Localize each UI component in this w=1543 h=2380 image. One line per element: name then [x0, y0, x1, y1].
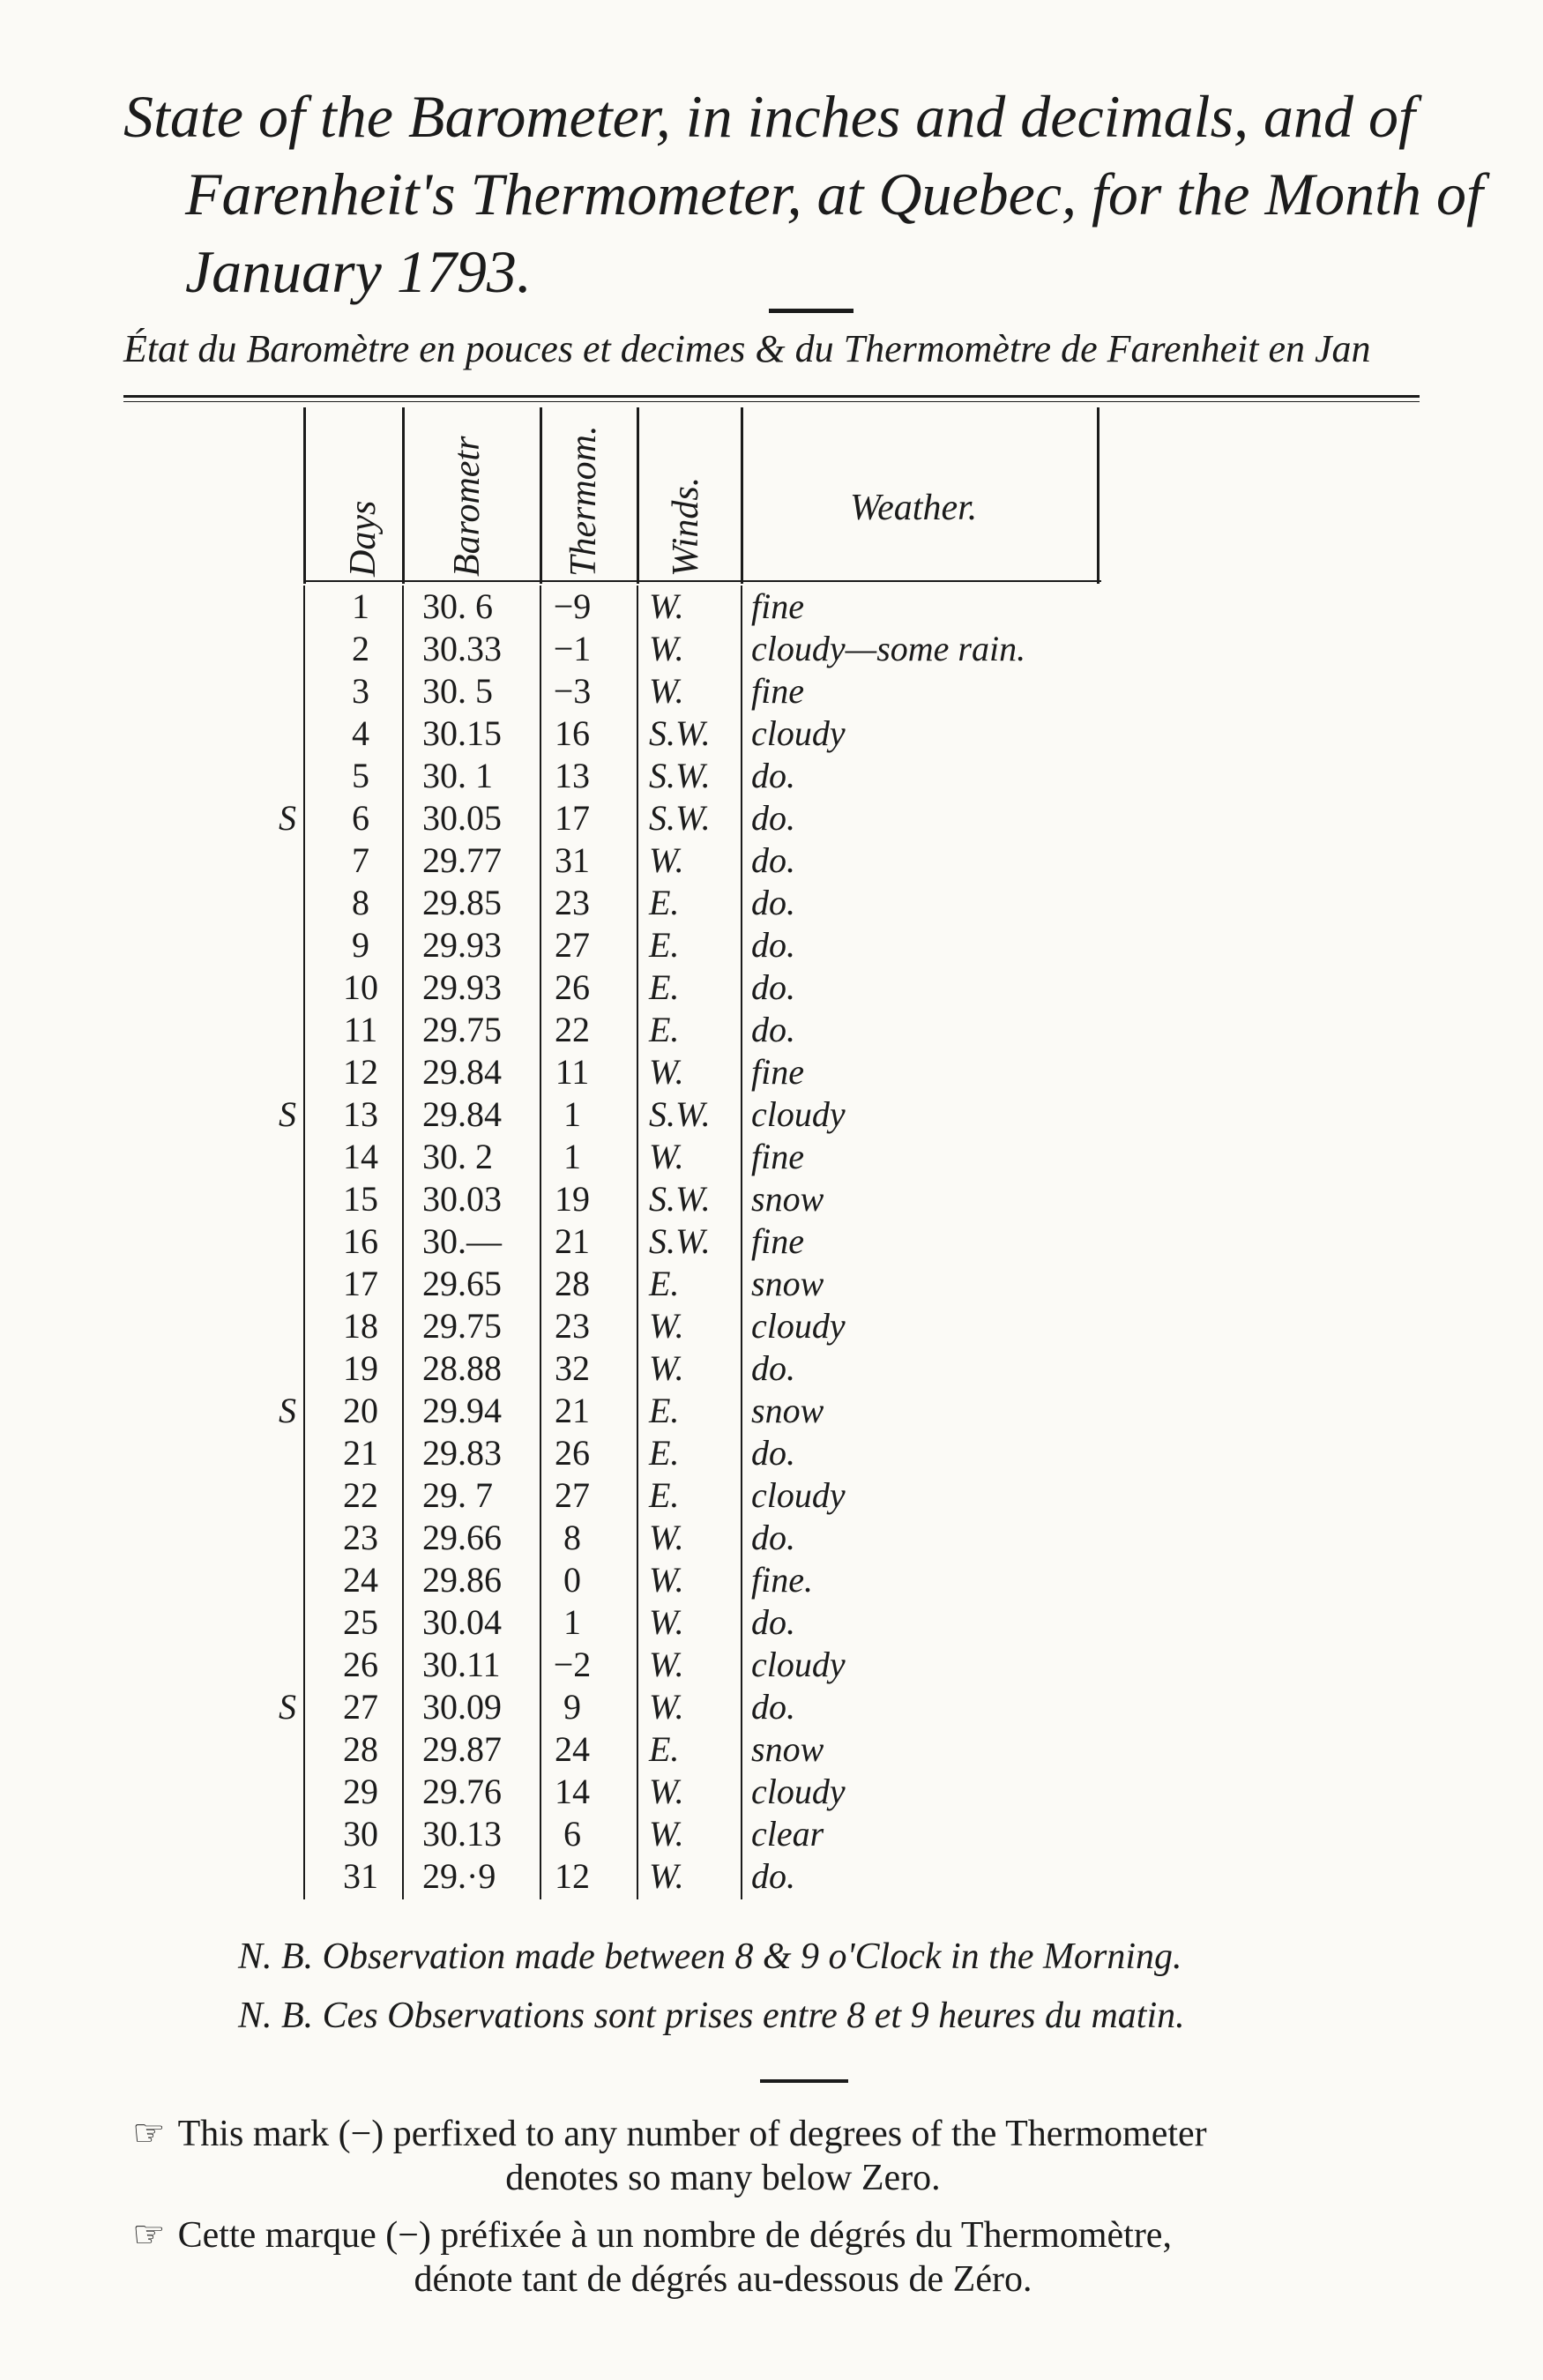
wind-cell: E. — [649, 1729, 680, 1769]
header-rule — [123, 395, 1420, 398]
thermometer-cell: 12 — [555, 1856, 590, 1896]
thermometer-cell: 24 — [555, 1729, 590, 1769]
day-cell: 18 — [343, 1306, 378, 1346]
barometer-cell: 30.— — [422, 1221, 502, 1261]
wind-cell: E. — [649, 1391, 680, 1430]
wind-cell: W. — [649, 1645, 684, 1684]
weather-cell: snow — [751, 1264, 824, 1303]
barometer-cell: 29.94 — [422, 1391, 502, 1430]
barometer-cell: 30.11 — [422, 1645, 501, 1684]
thermometer-cell: −9 — [553, 586, 592, 626]
table-row — [303, 1474, 1097, 1517]
weather-cell: do. — [751, 1348, 795, 1388]
table-row — [303, 1855, 1097, 1898]
weather-cell: fine — [751, 671, 804, 711]
day-cell: 7 — [352, 840, 369, 880]
weather-cell: cloudy — [751, 1645, 846, 1684]
weather-cell: fine. — [751, 1560, 813, 1600]
table-row — [303, 1178, 1097, 1220]
thermometer-cell: 26 — [555, 967, 590, 1007]
wind-cell: S.W. — [649, 798, 711, 838]
table-row — [303, 1559, 1097, 1601]
wind-cell: W. — [649, 840, 684, 880]
weather-cell: fine — [751, 1221, 804, 1261]
table-row — [303, 586, 1097, 628]
wind-cell: S.W. — [649, 1094, 711, 1134]
thermometer-cell: 1 — [563, 1602, 581, 1642]
weather-cell: cloudy — [751, 713, 846, 753]
barometer-cell: 30. 6 — [422, 586, 493, 626]
weather-cell: do. — [751, 1518, 795, 1557]
column-divider — [1097, 407, 1099, 584]
wind-cell: W. — [649, 1772, 684, 1811]
thermometer-cell: −2 — [553, 1645, 592, 1684]
thermometer-cell: 27 — [555, 925, 590, 965]
mark-note-line: This mark (−) perfixed to any number of degrees of the Thermometer — [177, 2114, 1207, 2154]
table-row — [303, 1432, 1097, 1474]
table-header — [303, 407, 1097, 584]
wind-cell: W. — [649, 1814, 684, 1854]
wind-cell: E. — [649, 925, 680, 965]
day-cell: 30 — [343, 1814, 378, 1854]
mark-note-line: dénote tant de dégrés au-dessous de Zéro. — [414, 2259, 1032, 2300]
barometer-cell: 29.76 — [422, 1772, 502, 1811]
column-divider — [303, 407, 306, 584]
wind-cell: S.W. — [649, 1221, 711, 1261]
weather-cell: do. — [751, 1856, 795, 1896]
thermometer-cell: 23 — [555, 883, 590, 922]
barometer-cell: 30.15 — [422, 713, 502, 753]
day-cell: 13 — [343, 1094, 378, 1134]
barometer-cell: 29.85 — [422, 883, 502, 922]
barometer-cell: 30.13 — [422, 1814, 502, 1854]
wind-cell: E. — [649, 1010, 680, 1049]
day-cell: 10 — [343, 967, 378, 1007]
weather-cell: fine — [751, 586, 804, 626]
wind-cell: W. — [649, 1052, 684, 1092]
weather-cell: do. — [751, 1602, 795, 1642]
thermometer-cell: 14 — [555, 1772, 590, 1811]
table-row — [303, 1517, 1097, 1559]
mark-note-line: denotes so many below Zero. — [505, 2158, 941, 2198]
weather-cell: snow — [751, 1391, 824, 1430]
day-cell: 29 — [343, 1772, 378, 1811]
thermometer-cell: 16 — [555, 713, 590, 753]
day-cell: 14 — [343, 1137, 378, 1176]
thermometer-cell: 26 — [555, 1433, 590, 1473]
weather-cell: do. — [751, 967, 795, 1007]
table-row — [303, 1009, 1097, 1051]
weather-cell: fine — [751, 1052, 804, 1092]
weather-cell: do. — [751, 798, 795, 838]
day-cell: 4 — [352, 713, 369, 753]
weather-cell: snow — [751, 1179, 824, 1219]
sunday-mark: S — [279, 1391, 296, 1430]
column-divider — [540, 407, 542, 584]
barometer-cell: 30.09 — [422, 1687, 502, 1727]
header-weather: Weather. — [850, 488, 978, 528]
data-table — [279, 586, 1097, 1898]
barometer-cell: 30.04 — [422, 1602, 502, 1642]
sunday-mark: S — [279, 798, 296, 838]
thermometer-cell: 27 — [555, 1475, 590, 1515]
table-row — [303, 839, 1097, 882]
thermometer-cell: 32 — [555, 1348, 590, 1388]
thermometer-cell: 0 — [563, 1560, 581, 1600]
weather-cell: cloudy — [751, 1306, 846, 1346]
barometer-cell: 29.87 — [422, 1729, 502, 1769]
barometer-cell: 29.75 — [422, 1010, 502, 1049]
thermometer-cell: 8 — [563, 1518, 581, 1557]
barometer-cell: 29.66 — [422, 1518, 502, 1557]
pointing-hand-icon: ☞ — [132, 2215, 166, 2256]
barometer-cell: 30. 1 — [422, 756, 493, 795]
day-cell: 11 — [343, 1010, 378, 1049]
table-row — [303, 966, 1097, 1009]
weather-cell: do. — [751, 840, 795, 880]
day-cell: 8 — [352, 883, 369, 922]
thermometer-cell: 6 — [563, 1814, 581, 1854]
thermometer-cell: −3 — [553, 671, 592, 711]
wind-cell: W. — [649, 1560, 684, 1600]
day-cell: 20 — [343, 1391, 378, 1430]
column-divider — [741, 407, 743, 584]
barometer-cell: 29.93 — [422, 925, 502, 965]
thermometer-cell: 28 — [555, 1264, 590, 1303]
barometer-cell: 29.75 — [422, 1306, 502, 1346]
divider — [760, 2079, 848, 2083]
barometer-cell: 29. 7 — [422, 1475, 493, 1515]
weather-cell: cloudy — [751, 1772, 846, 1811]
day-cell: 23 — [343, 1518, 378, 1557]
weather-cell: cloudy — [751, 1094, 846, 1134]
barometer-cell: 29.65 — [422, 1264, 502, 1303]
weather-cell: do. — [751, 1010, 795, 1049]
thermometer-cell: 1 — [563, 1137, 581, 1176]
barometer-cell: 30.33 — [422, 629, 502, 668]
day-cell: 28 — [343, 1729, 378, 1769]
weather-cell: do. — [751, 925, 795, 965]
page-title: State of the Barometer, in inches and decimals, and of Farenheit's Thermometer, at Quebec, for the Month of January 1793. — [123, 83, 1483, 305]
wind-cell: W. — [649, 1687, 684, 1727]
day-cell: 5 — [352, 756, 369, 795]
wind-cell: E. — [649, 967, 680, 1007]
wind-cell: E. — [649, 883, 680, 922]
table-row — [303, 755, 1097, 797]
table-row — [303, 882, 1097, 924]
barometer-cell: 28.88 — [422, 1348, 502, 1388]
note-english: N. B. Observation made between 8 & 9 o'Clock in the Morning. — [238, 1936, 1182, 1977]
wind-cell: S.W. — [649, 756, 711, 795]
barometer-cell: 30. 2 — [422, 1137, 493, 1176]
day-cell: 1 — [352, 586, 369, 626]
table-row — [303, 628, 1097, 670]
day-cell: 22 — [343, 1475, 378, 1515]
table-row — [279, 1390, 1097, 1432]
table-row — [303, 1644, 1097, 1686]
table-row — [303, 1347, 1097, 1390]
day-cell: 12 — [343, 1052, 378, 1092]
divider — [769, 309, 853, 313]
header-base-rule — [303, 580, 1101, 582]
table-row — [303, 1813, 1097, 1855]
table-row — [303, 1305, 1097, 1347]
wind-cell: E. — [649, 1264, 680, 1303]
day-cell: 17 — [343, 1264, 378, 1303]
barometer-cell: 30.05 — [422, 798, 502, 838]
header-thermometer: Thermom. — [563, 425, 604, 577]
weather-cell: do. — [751, 883, 795, 922]
barometer-cell: 29.83 — [422, 1433, 502, 1473]
header-winds: Winds. — [666, 476, 706, 577]
thermometer-cell: 21 — [555, 1221, 590, 1261]
day-cell: 21 — [343, 1433, 378, 1473]
sunday-mark: S — [279, 1687, 296, 1727]
wind-cell: W. — [649, 671, 684, 711]
thermometer-cell: 11 — [555, 1052, 590, 1092]
weather-cell: fine — [751, 1137, 804, 1176]
minus-mark-note-english — [132, 2112, 1455, 2200]
wind-cell: W. — [649, 1137, 684, 1176]
wind-cell: W. — [649, 629, 684, 668]
table-row — [303, 1220, 1097, 1263]
table-row — [303, 1771, 1097, 1813]
barometer-cell: 29.77 — [422, 840, 502, 880]
day-cell: 15 — [343, 1179, 378, 1219]
weather-cell: clear — [751, 1814, 824, 1854]
french-title: État du Baromètre en pouces et decimes & du Thermomètre de Farenheit en Jan — [123, 327, 1371, 370]
table-row — [279, 1686, 1097, 1728]
barometer-cell: 29.93 — [422, 967, 502, 1007]
wind-cell: S.W. — [649, 1179, 711, 1219]
thermometer-cell: 9 — [563, 1687, 581, 1727]
wind-cell: W. — [649, 1348, 684, 1388]
wind-cell: W. — [649, 1518, 684, 1557]
header-days: Days — [343, 500, 384, 577]
thermometer-cell: 13 — [555, 756, 590, 795]
barometer-cell: 29.86 — [422, 1560, 502, 1600]
barometer-cell: 30.03 — [422, 1179, 502, 1219]
thermometer-cell: 19 — [555, 1179, 590, 1219]
wind-cell: W. — [649, 1856, 684, 1896]
weather-cell: do. — [751, 756, 795, 795]
table-row — [303, 1051, 1097, 1093]
day-cell: 2 — [352, 629, 369, 668]
wind-cell: E. — [649, 1433, 680, 1473]
day-cell: 25 — [343, 1602, 378, 1642]
pointing-hand-icon: ☞ — [132, 2114, 166, 2154]
thermometer-cell: 17 — [555, 798, 590, 838]
table-row — [279, 1093, 1097, 1136]
table-rows — [279, 586, 1097, 1898]
column-divider — [637, 407, 639, 584]
wind-cell: W. — [649, 586, 684, 626]
day-cell: 9 — [352, 925, 369, 965]
thermometer-cell: −1 — [553, 629, 592, 668]
weather-cell: snow — [751, 1729, 824, 1769]
mark-note-line: Cette marque (−) préfixée à un nombre de dégrés du Thermomètre, — [177, 2215, 1172, 2256]
table-row — [303, 670, 1097, 713]
table-row — [303, 1136, 1097, 1178]
day-cell: 31 — [343, 1856, 378, 1896]
thermometer-cell: 1 — [563, 1094, 581, 1134]
weather-cell: cloudy—some rain. — [751, 629, 1026, 668]
column-divider — [402, 407, 405, 584]
weather-cell: do. — [751, 1687, 795, 1727]
table-row — [303, 713, 1097, 755]
note-french: N. B. Ces Observations sont prises entre 8 et 9 heures du matin. — [238, 1996, 1185, 2036]
thermometer-cell: 21 — [555, 1391, 590, 1430]
thermometer-cell: 23 — [555, 1306, 590, 1346]
barometer-cell: 29.·9 — [422, 1856, 496, 1896]
wind-cell: W. — [649, 1306, 684, 1346]
sunday-mark: S — [279, 1094, 296, 1134]
thermometer-cell: 22 — [555, 1010, 590, 1049]
day-cell: 3 — [352, 671, 369, 711]
barometer-cell: 29.84 — [422, 1052, 502, 1092]
header-rule-thin — [123, 401, 1420, 402]
day-cell: 19 — [343, 1348, 378, 1388]
day-cell: 27 — [343, 1687, 378, 1727]
header-barometer: Barometr — [447, 436, 488, 577]
weather-cell: cloudy — [751, 1475, 846, 1515]
table-row — [303, 924, 1097, 966]
table-row — [303, 1601, 1097, 1644]
barometer-cell: 30. 5 — [422, 671, 493, 711]
day-cell: 26 — [343, 1645, 378, 1684]
wind-cell: W. — [649, 1602, 684, 1642]
table-row — [303, 1728, 1097, 1771]
wind-cell: S.W. — [649, 713, 711, 753]
minus-mark-note-french — [132, 2213, 1455, 2302]
day-cell: 16 — [343, 1221, 378, 1261]
table-row — [303, 1263, 1097, 1305]
day-cell: 24 — [343, 1560, 378, 1600]
day-cell: 6 — [352, 798, 369, 838]
barometer-cell: 29.84 — [422, 1094, 502, 1134]
table-row — [279, 797, 1097, 839]
thermometer-cell: 31 — [555, 840, 590, 880]
wind-cell: E. — [649, 1475, 680, 1515]
weather-cell: do. — [751, 1433, 795, 1473]
